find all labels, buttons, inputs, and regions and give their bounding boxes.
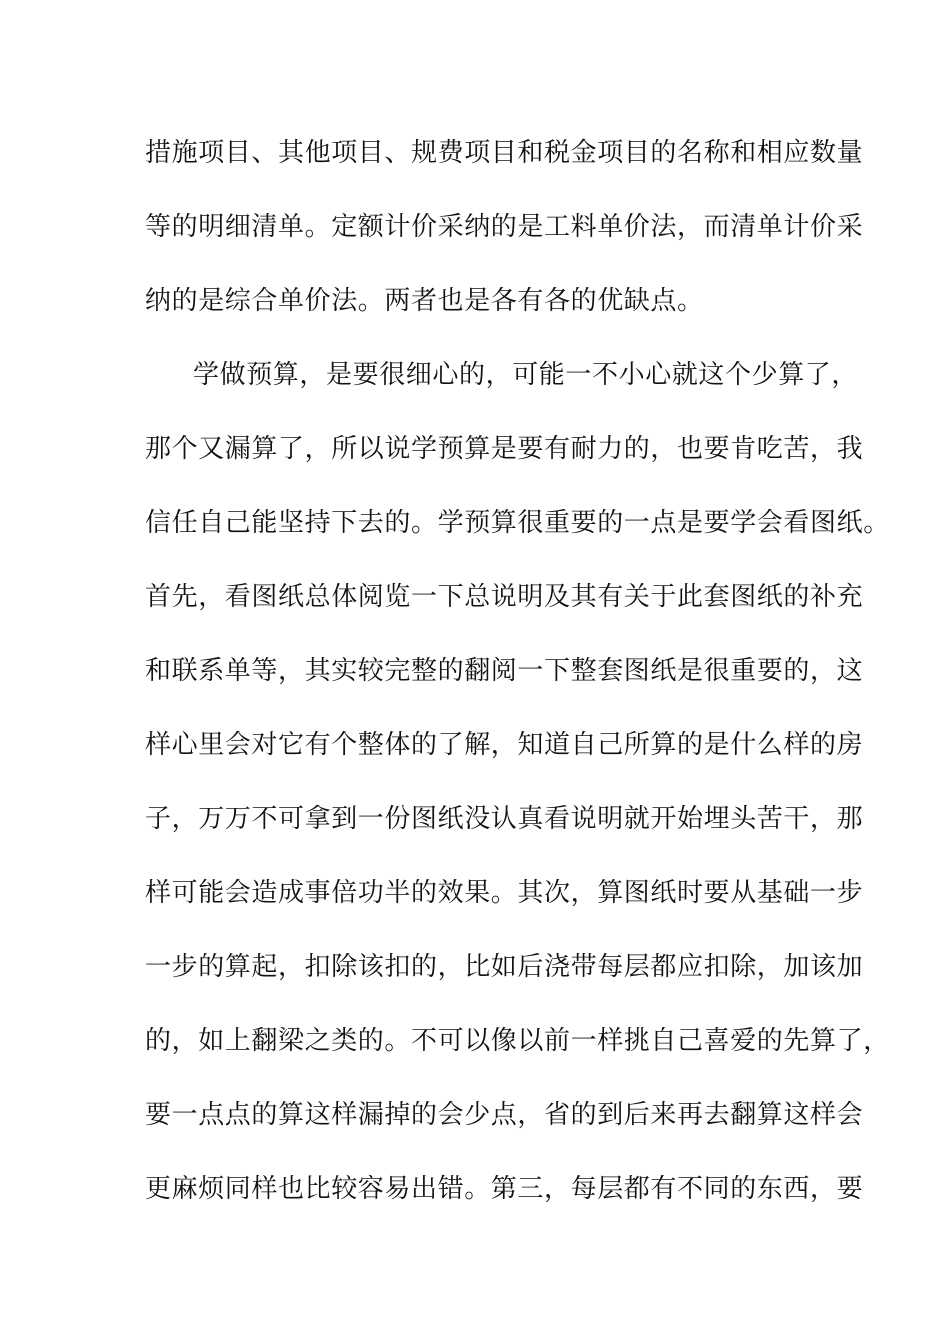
text-line: 纳的是综合单价法。两者也是各有各的优缺点。: [145, 286, 704, 316]
text-line: 更麻烦同样也比较容易出错。第三，每层都有不同的东西，要: [145, 1174, 864, 1204]
text-line: 措施项目、其他项目、规费项目和税金项目的名称和相应数量: [145, 138, 864, 168]
text-line: 样可能会造成事倍功半的效果。其次，算图纸时要从基础一步: [145, 878, 864, 908]
text-line: 子，万万不可拿到一份图纸没认真看说明就开始埋头苦干，那: [145, 804, 864, 834]
text-line: 首先，看图纸总体阅览一下总说明及其有关于此套图纸的补充: [145, 582, 864, 612]
paragraph-first-line: 学做预算，是要很细心的，可能一不小心就这个少算了，: [193, 360, 859, 390]
text-line: 样心里会对它有个整体的了解，知道自己所算的是什么样的房: [145, 730, 864, 760]
text-line: 那个又漏算了，所以说学预算是要有耐力的，也要肯吃苦，我: [145, 434, 864, 464]
text-line: 要一点点的算这样漏掉的会少点，省的到后来再去翻算这样会: [145, 1100, 864, 1130]
text-line: 等的明细清单。定额计价采纳的是工料单价法，而清单计价采: [145, 212, 864, 242]
text-line: 和联系单等，其实较完整的翻阅一下整套图纸是很重要的，这: [145, 656, 864, 686]
text-line: 信任自己能坚持下去的。学预算很重要的一点是要学会看图纸。: [145, 508, 890, 538]
text-line: 的，如上翻梁之类的。不可以像以前一样挑自己喜爱的先算了，: [145, 1026, 890, 1056]
text-line: 一步的算起，扣除该扣的，比如后浇带每层都应扣除，加该加: [145, 952, 864, 982]
